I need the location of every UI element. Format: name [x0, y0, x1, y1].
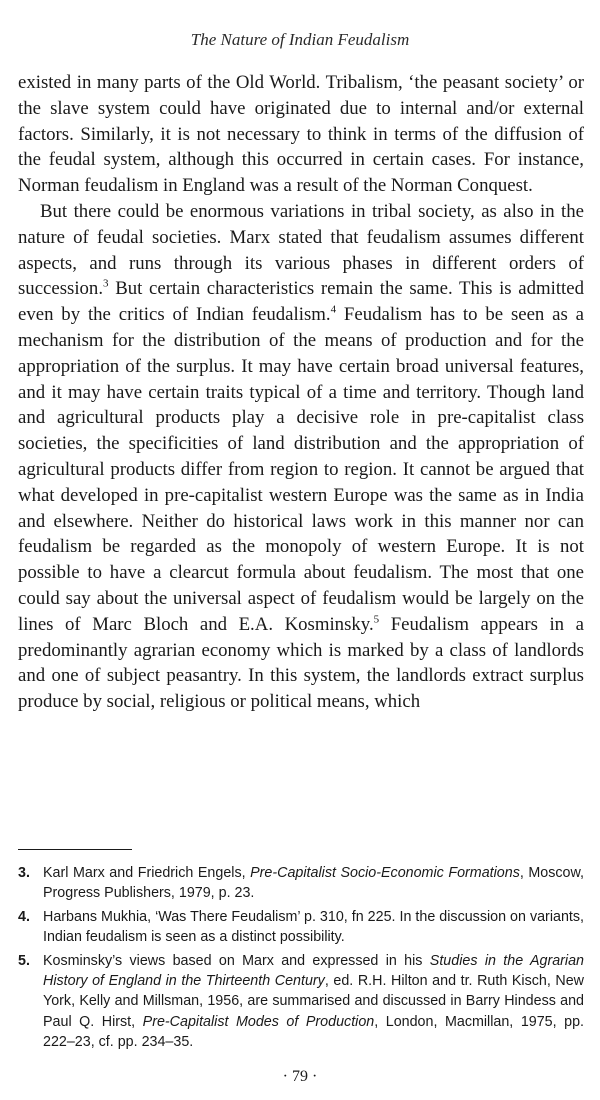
footnotes [18, 863, 584, 1056]
footnote-ref: 5 [373, 613, 380, 626]
paragraph [18, 199, 584, 715]
footnote-number: 4. [18, 908, 30, 925]
footnote-text: , Moscow, Progress Publishers, 1979, p. 23. [43, 865, 585, 902]
footnote-rule [18, 849, 132, 850]
paragraph-text: But certain characteristics remain the same. This is admitted even by the critics of Indian feudalism. [18, 278, 584, 326]
paragraph [18, 70, 584, 199]
footnote-number: 5. [18, 952, 30, 969]
footnote-text: , ed. R.H. Hilton and tr. Ruth Kisch, New York, Kelly and Millsman, 1956, are summarised and discussed in Barry Hindess and Paul Q. Hirst, [43, 973, 585, 1030]
footnote [18, 951, 584, 1053]
footnote-italic-title: Pre-Capitalist Socio-Economic Formations [250, 865, 520, 881]
paragraph-text: Feudalism has to be seen as a mechanism for the distribution of the means of production and for the appropriation of the surplus. It may have certain broad universal features, and it may have certain traits typical of a time and territory. Though land and agricultural products play a decisive role in pre-capitalist class societies, the specificities of land distribution and the appropriation of agricultural products differ from region to region. It cannot be argued that what developed in pre-capitalist western Europe was the same as in India and elsewhere. Neither do historical laws work in this manner nor can feudalism be regarded as the monopoly of western Europe. It is not possible to have a clearcut formula about feudalism. The most that one could say about the universal aspect of feudalism would be largely on the lines of Marc Bloch and E.A. Kosminsky. [18, 304, 584, 635]
footnote-text: , London, Macmillan, 1975, pp. 222–23, cf. pp. 234–35. [43, 1013, 584, 1051]
footnote-text: Harbans Mukhia, ‘Was There Feudalism’ p. 310, fn 225. In the discussion on variants, Indian feudalism is seen as a distinct possibility. [43, 908, 584, 946]
footnote-italic-title: Pre-Capitalist Modes of Production [142, 1013, 375, 1030]
paragraph-text: Feudalism appears in a predominantly agrarian economy which is marked by a class of landlords and one of subject peasantry. In this system, the landlords extract surplus produce by social, religious or political means, which [18, 613, 584, 713]
paragraph-text: But there could be enormous variations in tribal society, as also in the nature of feudal societies. Marx stated that feudalism assumes different aspects, and runs through its various phases in different orders of succession. [18, 200, 584, 300]
footnote-italic-title: Studies in the Agrarian History of England in the Thirteenth Century [43, 952, 584, 990]
footnote-text: Karl Marx and Friedrich Engels, [43, 865, 251, 881]
paragraph-text: existed in many parts of the Old World. Tribalism, ‘the peasant society’ or the slave system could have originated due to internal and/or external factors. Similarly, it is not necessary to think in terms of the diffusion of the feudal system, although this occurred in certain cases. For instance, Norman feudalism in England was a result of the Norman Conquest. [18, 72, 584, 197]
footnote-number: 3. [18, 865, 30, 881]
footnote-text: Kosminsky’s views based on Marx and expressed in his [43, 952, 430, 969]
footnote-ref: 3 [103, 278, 109, 291]
footnote [18, 863, 584, 904]
footnote-ref: 4 [330, 303, 337, 316]
footnote [18, 907, 584, 948]
running-head: The Nature of Indian Feudalism [190, 30, 410, 49]
body-text [18, 70, 584, 715]
page-number: · 79 · [282, 1068, 318, 1085]
